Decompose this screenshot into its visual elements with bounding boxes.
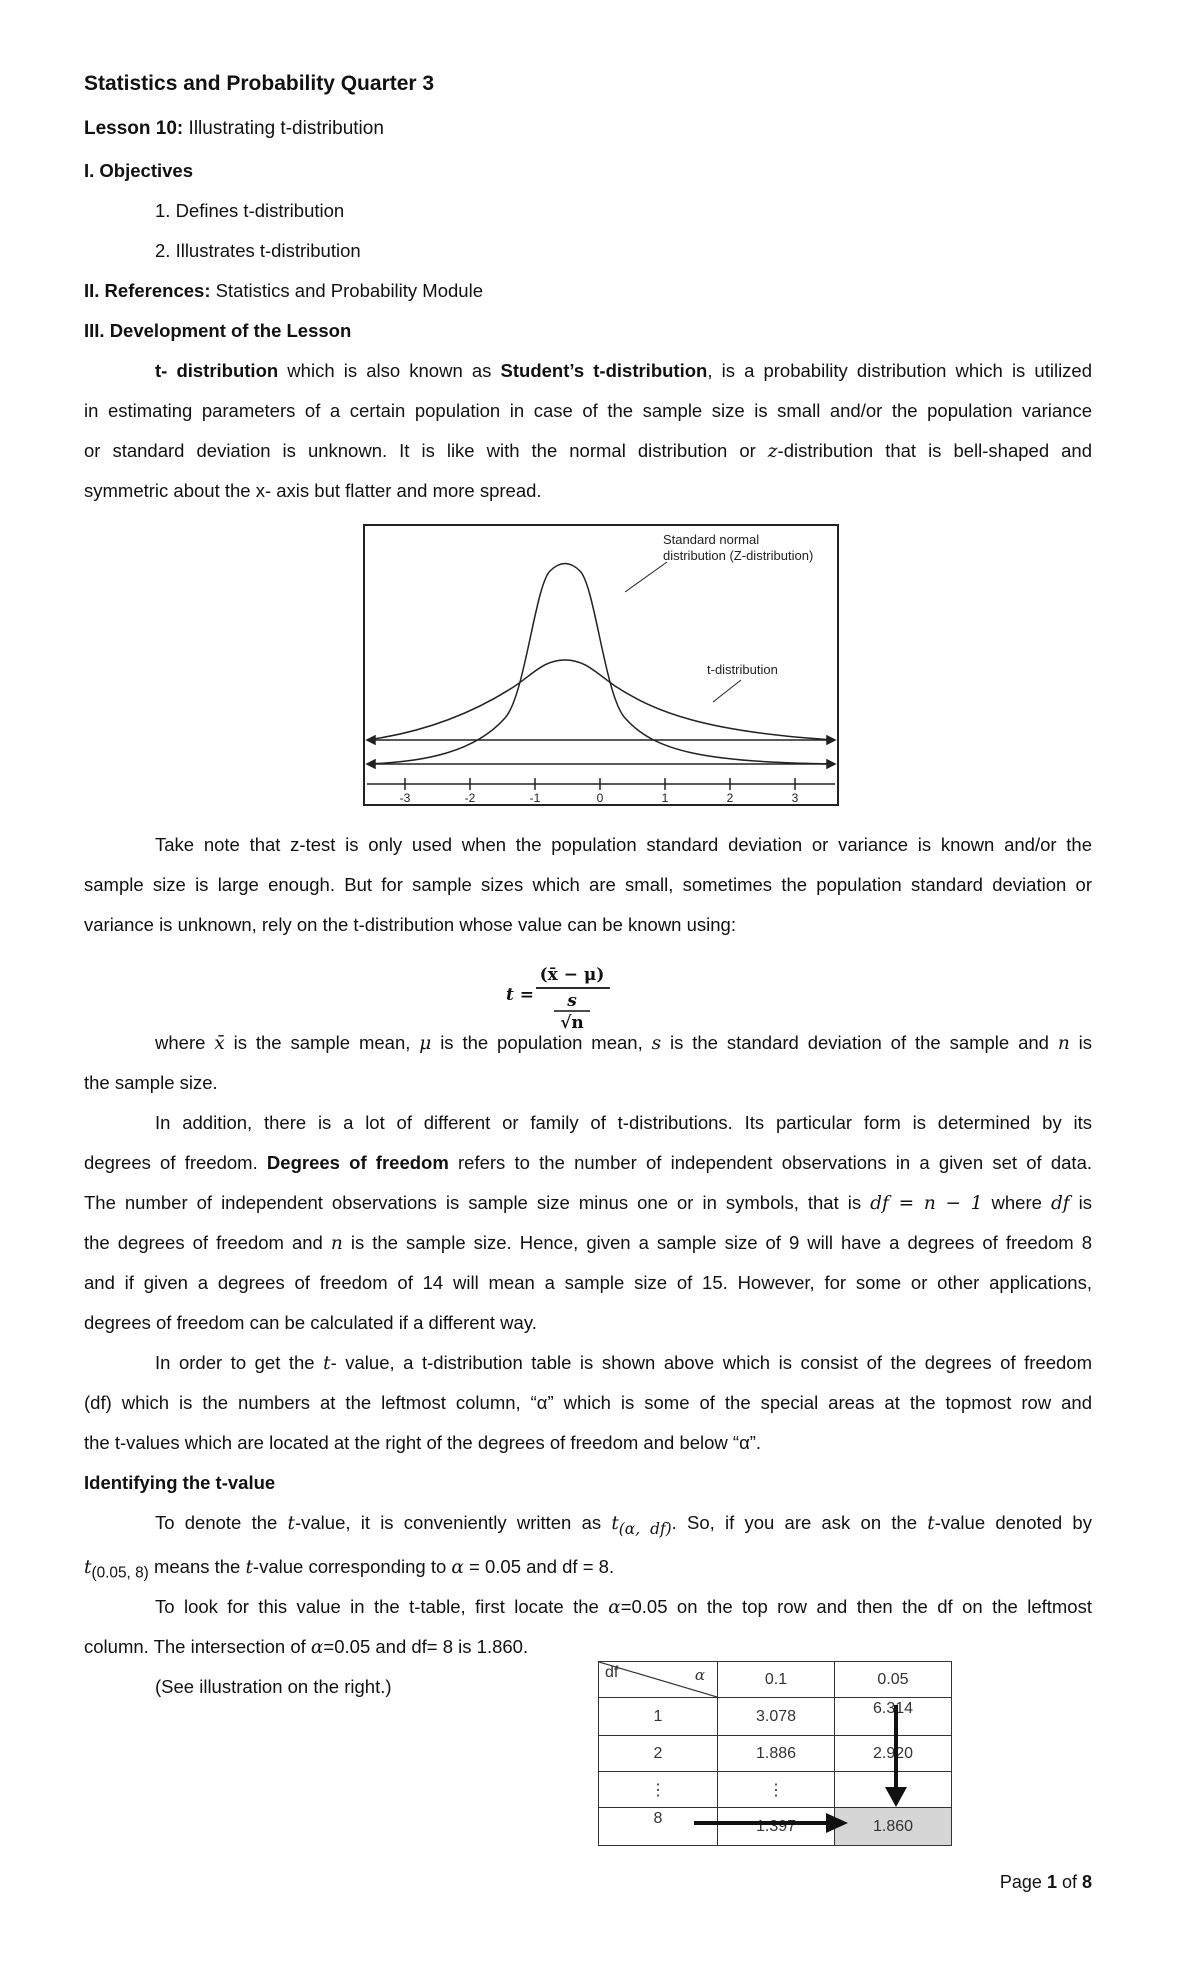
table-value-cell: 1.397 (718, 1808, 835, 1846)
text-run: , is a probability distribution which is utilized (707, 360, 1093, 381)
t-formula (506, 956, 626, 1032)
table-header-cell: 0.05 (835, 1662, 952, 1698)
paragraph-line (155, 360, 1092, 382)
text-run: -distribution that is bell-shaped and (777, 440, 1092, 461)
text-run: means the (148, 1556, 246, 1577)
paragraph-line (155, 1596, 1092, 1618)
text-run: . So, if you are ask on the (671, 1512, 928, 1533)
text-run: In order to get the (155, 1352, 324, 1373)
math-var: t (245, 1557, 253, 1578)
table-df-cell: 2 (599, 1736, 718, 1772)
table-df-cell: ⋮ (599, 1772, 718, 1808)
text-run: is (1069, 1192, 1093, 1213)
references-text: Statistics and Probability Module (215, 280, 483, 301)
math-var: μ (419, 1033, 432, 1054)
math-var: n (1057, 1033, 1070, 1054)
paragraph-line: and if given a degrees of freedom of 14 will mean a sample size of 15. However, for some or other applications, (84, 1272, 1092, 1293)
objective-item: 1. Defines t-distribution (155, 200, 345, 221)
term-degrees-of-freedom: Degrees of freedom (266, 1152, 449, 1173)
term-students-t: Student’s t-distribution (500, 360, 708, 381)
math-var: s (651, 1033, 662, 1054)
table-value-cell: 3.078 (718, 1698, 835, 1736)
text-run: is the population mean, (431, 1032, 652, 1053)
references-line (84, 280, 483, 302)
paragraph-line: the t-values which are located at the right of the degrees of freedom and below “α”. (84, 1432, 762, 1453)
paragraph-line: variance is unknown, rely on the t-distribution whose value can be known using: (84, 914, 736, 935)
text-run: is (1069, 1032, 1093, 1053)
paragraph-line (84, 1152, 1092, 1174)
math-var: t (611, 1513, 619, 1534)
tick-label: 2 (726, 791, 734, 804)
page-label: Page (999, 1872, 1047, 1892)
text-run: which is also known as (278, 360, 501, 381)
text-run: -value, it is conveniently written as (294, 1512, 612, 1533)
math-var: t (927, 1513, 935, 1534)
text-run: or standard deviation is unknown. It is like with the normal distribution or (84, 440, 768, 461)
text-run: =0.05 and df= 8 is 1.860. (323, 1636, 529, 1657)
paragraph-line (155, 1352, 1092, 1374)
see-illustration-note: (See illustration on the right.) (155, 1676, 392, 1697)
corner-df-label: df (605, 1664, 619, 1681)
t-leader-line (713, 680, 741, 702)
text-run: the degrees of freedom and (84, 1232, 331, 1253)
text-run: -value corresponding to (252, 1556, 452, 1577)
table-value-cell: ⋮ (718, 1772, 835, 1808)
corner-alpha-label: α (694, 1666, 705, 1684)
axis-arrows (367, 736, 835, 768)
math-var: n (330, 1233, 343, 1254)
tick-label: 0 (596, 791, 604, 804)
tick-label: -1 (529, 791, 541, 804)
objectives-heading: I. Objectives (84, 160, 193, 181)
paragraph-line: in estimating parameters of a certain population in case of the sample size is small and/or the population variance (84, 400, 1092, 421)
t-formula-svg (506, 956, 626, 1032)
math-var: t (287, 1513, 295, 1534)
math-var: z (767, 441, 778, 462)
table-value-cell: 2.920 (835, 1736, 952, 1772)
table-df-cell: 8 (599, 1808, 718, 1846)
math-var: df (1050, 1193, 1070, 1214)
lesson-label: Lesson 10: (84, 118, 184, 139)
term-t-distribution: t- distribution (155, 360, 279, 381)
math-subscript: (0.05, 8) (91, 1564, 149, 1582)
page-of: of (1056, 1872, 1082, 1892)
text-run: - value, a t-distribution table is shown above which is consist of the degrees of freedom (330, 1352, 1092, 1373)
tick-label: -3 (399, 791, 411, 804)
page-current: 1 (1046, 1872, 1057, 1892)
lesson-title: Illustrating t-distribution (188, 118, 384, 139)
text-run: The number of independent observations is sample size minus one or in symbols, that is (84, 1192, 871, 1213)
text-run: is the sample mean, (224, 1032, 420, 1053)
math-var: x̄ (214, 1033, 225, 1054)
formula-lhs: t = (506, 985, 535, 1005)
normal-label-line1: Standard normal (663, 532, 760, 547)
math-subscript: (α, df) (618, 1519, 672, 1538)
paragraph-line (84, 440, 1092, 462)
paragraph-line: the sample size. (84, 1072, 218, 1093)
table-value-cell: 6.314 (835, 1698, 952, 1736)
text-run: -value denoted by (934, 1512, 1092, 1533)
table-value-cell: 1.886 (718, 1736, 835, 1772)
paragraph-line: In addition, there is a lot of different or family of t-distributions. Its particular form is determined by its (155, 1112, 1092, 1133)
math-var: α (608, 1597, 621, 1618)
development-heading: III. Development of the Lesson (84, 320, 352, 341)
identifying-heading: Identifying the t-value (84, 1472, 276, 1493)
text-run: where (982, 1192, 1051, 1213)
formula-numerator: (x̄ − μ) (539, 965, 605, 985)
math-expression: df = n − 1 (870, 1193, 983, 1214)
math-var: t (84, 1557, 92, 1578)
page-total: 8 (1081, 1872, 1092, 1892)
text-run: To denote the (155, 1512, 288, 1533)
normal-label-line2: distribution (Z-distribution) (663, 548, 814, 563)
text-run: column. The intersection of (84, 1636, 311, 1657)
text-run: where (155, 1032, 215, 1053)
tick-label: 3 (791, 791, 799, 804)
text-run: = 0.05 and df = 8. (463, 1556, 615, 1577)
t-label: t-distribution (707, 662, 778, 677)
normal-leader-line (625, 562, 667, 592)
paragraph-line (84, 1232, 1092, 1254)
paragraph-line (84, 1192, 1092, 1214)
math-var: α (451, 1557, 464, 1578)
paragraph-line (155, 1032, 1092, 1054)
table-df-cell: 1 (599, 1698, 718, 1736)
distribution-graph (363, 524, 839, 806)
formula-den-s: s (567, 991, 577, 1011)
page-number (1000, 1872, 1092, 1893)
tick-label: -2 (464, 791, 476, 804)
paragraph-line: symmetric about the x- axis but flatter and more spread. (84, 480, 542, 501)
references-heading: II. References: (84, 280, 211, 301)
paragraph-line (84, 1636, 528, 1658)
text-run: =0.05 on the top row and then the df on the leftmost (620, 1596, 1092, 1617)
text-run: is the standard deviation of the sample and (661, 1032, 1058, 1053)
distribution-svg (365, 526, 837, 804)
math-var: α (310, 1637, 324, 1658)
text-run: refers to the number of independent observations in a given set of data. (448, 1152, 1093, 1173)
document-title: Statistics and Probability Quarter 3 (84, 72, 435, 95)
math-var: t (323, 1353, 331, 1374)
lesson-heading (84, 118, 384, 140)
paragraph-line (84, 1556, 614, 1583)
lookup-arrows (598, 1661, 954, 1851)
table-highlight-cell: 1.860 (835, 1808, 952, 1846)
objective-item: 2. Illustrates t-distribution (155, 240, 361, 261)
tick-label: 1 (661, 791, 669, 804)
paragraph-line (155, 1512, 1092, 1539)
paragraph-line: (df) which is the numbers at the leftmost column, “α” which is some of the special areas at the topmost row and (84, 1392, 1092, 1413)
paragraph-line: degrees of freedom can be calculated if a different way. (84, 1312, 537, 1333)
paragraph-line: Take note that z-test is only used when the population standard deviation or variance is known and/or the (155, 834, 1092, 855)
paragraph-line: sample size is large enough. But for sample sizes which are small, sometimes the population standard deviation or (84, 874, 1092, 895)
text-run: is the sample size. Hence, given a sample size of 9 will have a degrees of freedom 8 (342, 1232, 1092, 1253)
text-run: degrees of freedom. (84, 1152, 267, 1173)
table-header-cell: 0.1 (718, 1662, 835, 1698)
formula-den-n: √n (560, 1013, 584, 1032)
text-run: To look for this value in the t-table, first locate the (155, 1596, 609, 1617)
